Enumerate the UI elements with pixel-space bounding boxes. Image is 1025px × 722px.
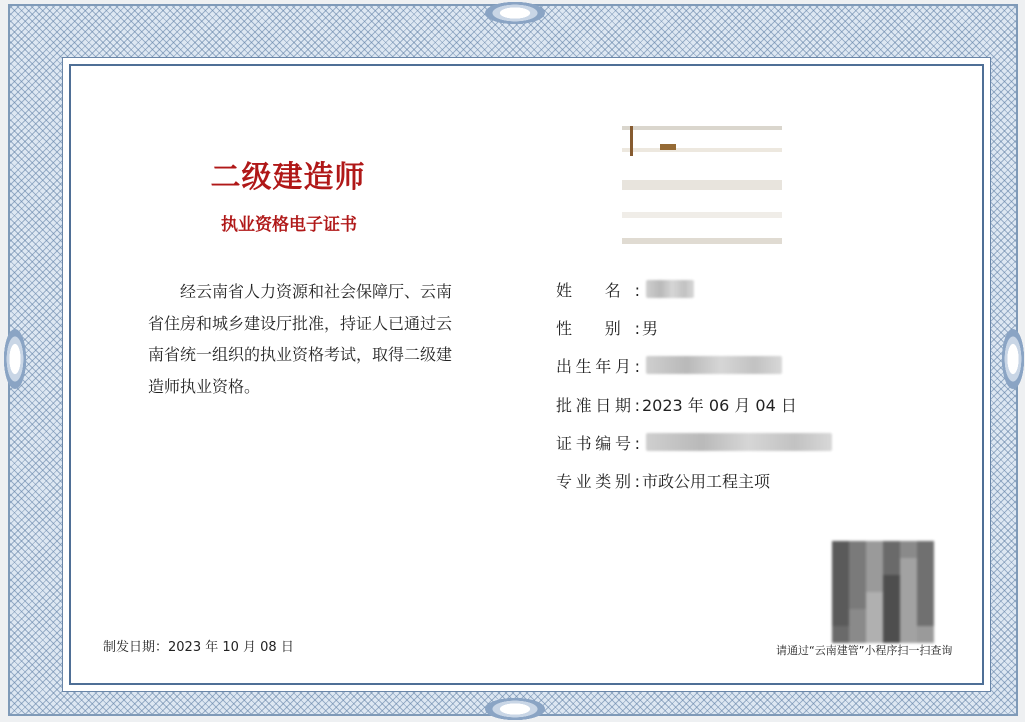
qr-cell [900, 592, 917, 609]
field-gender-value: 男 [642, 318, 659, 338]
qr-cell [866, 575, 883, 592]
field-name [556, 278, 694, 300]
qr-cell [866, 541, 883, 558]
field-approval-label: 批准日期: [556, 395, 640, 415]
qr-cell [900, 575, 917, 592]
qr-cell [866, 626, 883, 643]
qr-cell [832, 558, 849, 575]
field-category-label: 专业类别: [556, 471, 640, 491]
redacted-name [646, 280, 694, 298]
qr-cell [832, 541, 849, 558]
qr-cell [866, 558, 883, 575]
field-category [556, 469, 770, 491]
qr-caption: 请通过“云南建管”小程序扫一扫查询 [776, 644, 953, 657]
qr-cell [917, 592, 934, 609]
qr-cell [849, 626, 866, 643]
qr-cell [917, 609, 934, 626]
bottom-ornament [480, 696, 550, 722]
qr-code [832, 541, 934, 643]
field-gender [556, 316, 658, 338]
redacted-cert-number [646, 433, 832, 451]
field-approval-date [556, 393, 797, 415]
certificate-subtitle: 执业资格电子证书 [221, 215, 357, 235]
issue-date: 制发日期：2023 年 10 月 08 日 [103, 640, 294, 655]
certificate-title: 二级建造师 [210, 160, 366, 195]
right-ornament [1000, 324, 1025, 394]
field-gender-label: 性 别: [556, 318, 640, 338]
field-cert-number [556, 431, 832, 453]
qr-cell [866, 609, 883, 626]
field-name-label: 姓 名: [556, 280, 640, 300]
qr-cell [900, 609, 917, 626]
top-ornament [480, 0, 550, 26]
holder-photo [622, 100, 782, 248]
qr-cell [883, 575, 900, 592]
field-approval-value: 2023 年 06 月 04 日 [642, 395, 797, 415]
qr-cell [832, 575, 849, 592]
qr-cell [900, 626, 917, 643]
qr-cell [917, 558, 934, 575]
qr-cell [883, 626, 900, 643]
qr-cell [849, 575, 866, 592]
qr-cell [849, 592, 866, 609]
qr-cell [832, 626, 849, 643]
qr-cell [917, 575, 934, 592]
qr-cell [883, 541, 900, 558]
qr-cell [849, 558, 866, 575]
certificate-statement: 经云南省人力资源和社会保障厅、云南省住房和城乡建设厅批准，持证人已通过云南省统一组织的执业资格考试，取得二级建造师执业资格。 [148, 282, 453, 396]
qr-cell [917, 626, 934, 643]
field-birth [556, 354, 782, 376]
qr-cell [832, 592, 849, 609]
field-category-value: 市政公用工程主项 [642, 471, 771, 491]
qr-cell [900, 558, 917, 575]
qr-cell [883, 592, 900, 609]
qr-cell [883, 558, 900, 575]
qr-cell [917, 541, 934, 558]
left-ornament [2, 324, 28, 394]
qr-cell [900, 541, 917, 558]
qr-cell [832, 609, 849, 626]
field-birth-label: 出生年月: [556, 356, 640, 376]
qr-cell [866, 592, 883, 609]
field-cert-number-label: 证书编号: [556, 433, 640, 453]
redacted-birth [646, 356, 782, 374]
qr-cell [883, 609, 900, 626]
qr-cell [849, 541, 866, 558]
qr-cell [849, 609, 866, 626]
